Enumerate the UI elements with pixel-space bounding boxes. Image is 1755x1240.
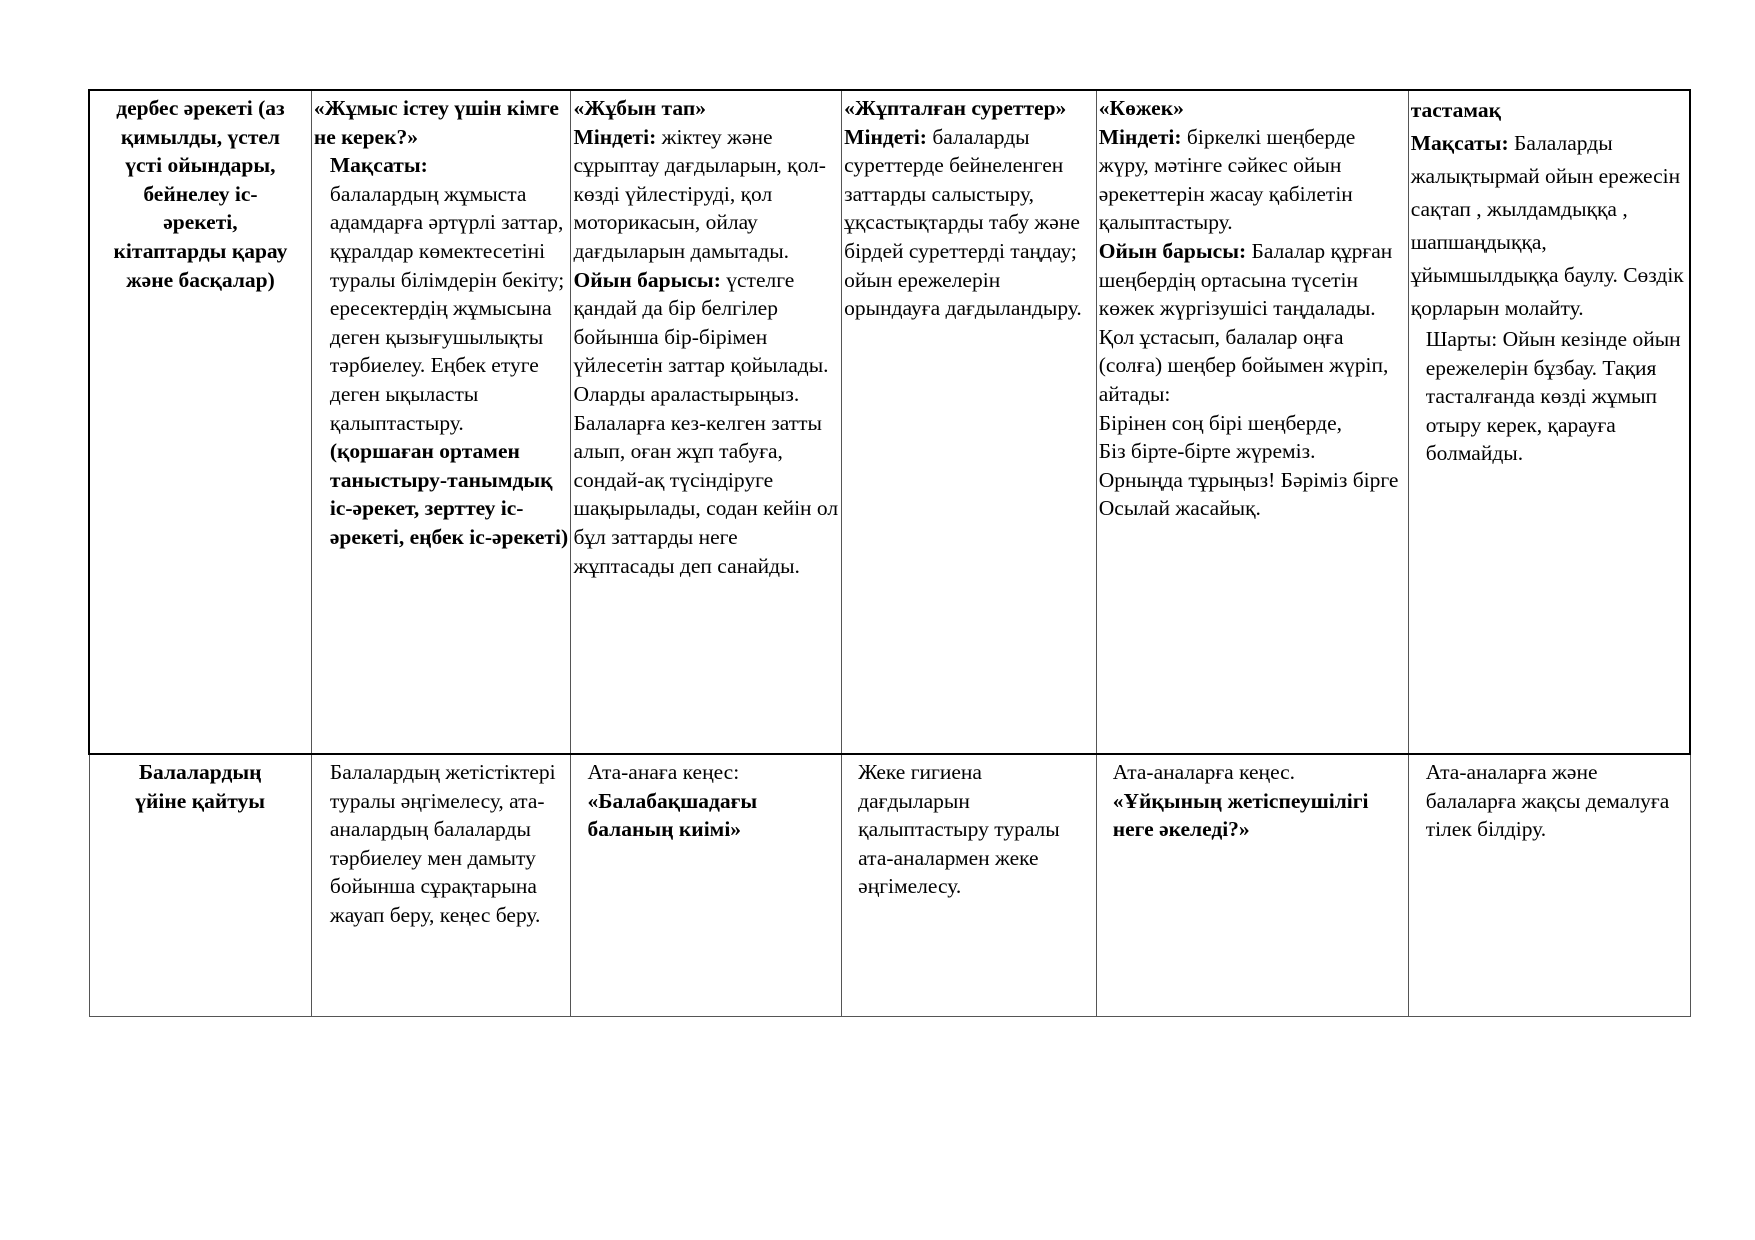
cell-activity-col1: [311, 90, 571, 754]
goal-text: Балаларды жалықтырмай ойын ережесін сақтап , жылдамдыққа , шапшаңдыққа, ұйымшылдыққа баулу. Сөздік қорларын молайту.: [1410, 131, 1684, 320]
activity-note: (қоршаған ортамен таныстыру-танымдық іс-әрекет, зерттеу іс-әрекеті, еңбек іс-әрекеті): [329, 439, 569, 549]
game-title: «Жұмыс істеу үшін кімге не керек?»: [313, 96, 559, 149]
table-row-home: [89, 754, 1690, 1017]
task-text: жіктеу және сұрыптау дағдыларын, қол-көзді үйлестіруді, қол моторикасын, ойлау дағдыларын дамытады.: [573, 124, 826, 263]
process-text: үстелге қандай да бір белгілер бойынша бір-бірімен үйлесетін заттар қойылады. Оларды араластырыңыз. Балаларға кез-келген затты алып, оған жұп табуға, сондай-ақ түсіндіруге шақырылады, содан кейін ол бұл заттарды неге жұптасады деп санайды.: [573, 267, 839, 578]
row-label-home: [89, 754, 311, 1017]
cell-home-col2: [571, 754, 842, 1017]
cell-home-col3: [842, 754, 1097, 1017]
game-title: «Жұпталған суреттер»: [844, 96, 1067, 120]
cell-activity-col4: [1096, 90, 1408, 754]
game-verse: Бірінен соң бірі шеңберде, Біз бірте-бірте жүреміз. Орныңда тұрыңыз! Бәріміз бірге Осылай жасайық.: [1098, 410, 1399, 521]
cell-activity-col5: [1408, 90, 1690, 754]
cell-activity-col3: [842, 90, 1097, 754]
game-title: «Жұбын тап»: [573, 96, 706, 120]
process-label: Ойын барысы:: [573, 267, 721, 292]
cell-home-col5: [1408, 754, 1690, 1017]
game-title: «Көжек»: [1098, 96, 1184, 120]
row-label-text: дербес әрекеті (аз қимылды, үстел үсті ойындары, бейнелеу іс-әрекеті, кітаптарды қарау және басқалар): [113, 96, 288, 292]
home-col3-text: Жеке гигиена дағдыларын қалыптастыру туралы ата-аналармен жеке әңгімелесу.: [858, 760, 1060, 899]
goal-label: Мақсаты:: [329, 153, 428, 178]
row-label-text: Балалардың үйіне қайтуы: [135, 760, 266, 813]
advice-title: «Ұйқының жетіспеушілігі неге әкеледі?»: [1112, 788, 1369, 842]
game-condition: Шарты: Ойын кезінде ойын ережелерін бұзбау. Тақия тасталғанда көзді жұмып отыру керек, қарауға болмайды.: [1425, 327, 1681, 466]
table-row-activity: [89, 90, 1690, 754]
advice-prefix: Ата-аналарға кеңес.: [1112, 760, 1296, 784]
row-label-activity: [89, 90, 311, 754]
game-title: тастамақ: [1410, 98, 1502, 122]
cell-home-col4: [1096, 754, 1408, 1017]
task-label: Міндеті:: [573, 124, 657, 149]
advice-title: «Балабақшадағы баланың киімі»: [587, 788, 758, 842]
process-label: Ойын барысы:: [1098, 238, 1247, 263]
cell-home-col1: [311, 754, 571, 1017]
daily-plan-table: [88, 89, 1691, 1017]
advice-prefix: Ата-анаға кеңес:: [587, 760, 740, 784]
process-text: Балалар құрған шеңбердің ортасына түсетін көжек жүргізушісі таңдалады. Қол ұстасып, балалар оңға (солға) шеңбер бойымен жүріп, айтады:: [1098, 238, 1393, 406]
home-col1-text: Балалардың жетістіктері туралы әңгімелесу, ата-аналардың балаларды тәрбиелеу мен дамыту бойынша сұрақтарына жауап беру, кеңес беру.: [329, 760, 556, 927]
task-label: Міндеті:: [1098, 124, 1182, 149]
goal-label: Мақсаты:: [1410, 131, 1509, 155]
task-text: балаларды суреттерде бейнеленген заттарды салыстыру, ұқсастықтарды табу және бірдей суреттерді таңдау; ойын ережелерін орындауға дағдыландыру.: [844, 124, 1082, 321]
goal-text: балалардың жұмыста адамдарға әртүрлі заттар, құралдар көмектесетіні туралы білімдерін бекіту; ересектердің жұмысына деген қызығушылықты тәрбиелеу. Еңбек етуге деген ықыласты қалыптастыру.: [329, 181, 565, 435]
task-text: біркелкі шеңберде жүру, мәтінге сәйкес ойын әрекеттерін жасау қабілетін қалыптастыру.: [1098, 124, 1356, 235]
task-label: Міндеті:: [844, 124, 927, 149]
home-col5-text: Ата-аналарға және балаларға жақсы демалуға тілек білдіру.: [1425, 760, 1670, 842]
cell-activity-col2: [571, 90, 842, 754]
